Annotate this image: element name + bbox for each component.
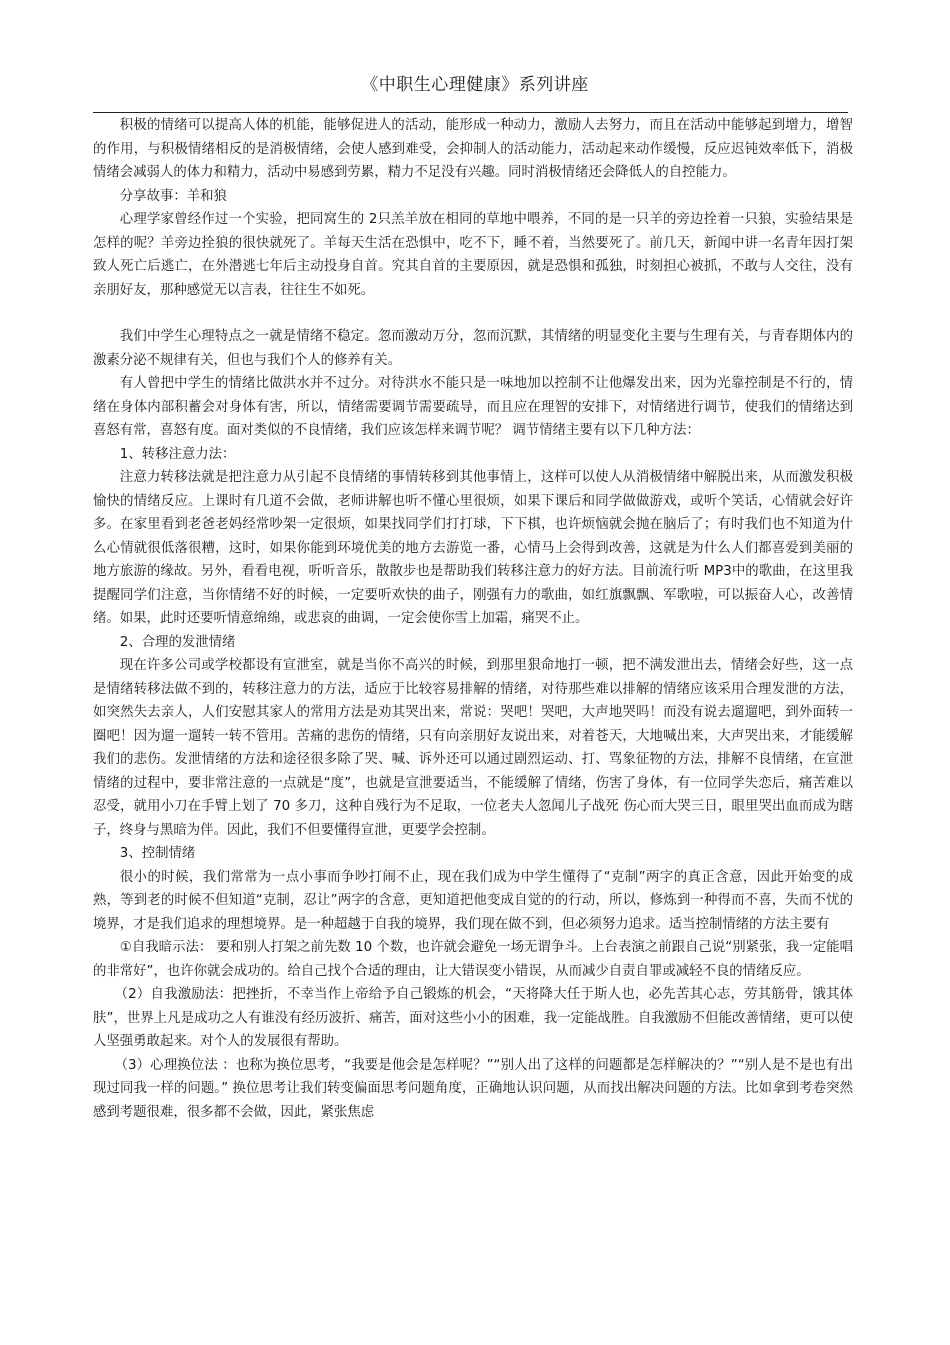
paragraph-attention-shift: 注意力转移法就是把注意力从引起不良情绪的事情转移到其他事情上，这样可以使人从消极情绪中解脱出来，从而激发积极愉快的情绪反应。上课时有几道不会做，老师讲解也听不懂心里很烦，如果下课后和同学做做游戏，或听个笑话，心情就会好许多。在家里看到老爸老妈经常吵架一定很烦，如果找同学们打打球，下下棋，也许烦恼就会抛在脑后了；有时我们也不知道为什么心情就很低落很糟，这时，如果你能到环境优美的地方去游览一番，心情马上会得到改善，这就是为什么人们都喜爱到美丽的地方旅游的缘故。另外，看看电视，听听音乐，散散步也是帮助我们转移注意力的好方法。目前流行听 MP3中的歌曲，在这里我提醒同学们注意，当你情绪不好的时候，一定要听欢快的曲子，刚强有力的歌曲，如红旗飘飘、军歌啦，可以振奋人心，改善情绪。如果，此时还要听情意绵绵，或悲哀的曲调，一定会使你雪上加霜，痛哭不止。 <box>93 470 853 626</box>
paragraph-venting: 现在许多公司或学校都设有宣泄室，就是当你不高兴的时候，到那里狠命地打一顿，把不满发泄出去，情绪会好些，这一点是情绪转移法做不到的，转移注意力的方法，适应于比较容易排解的情绪，对待那些难以排解的情绪应该采用合理发泄的方法，如突然失去亲人，人们安慰其家人的常用方法是劝其哭出来，常说：哭吧！哭吧，大声地哭吗！而没有说去遛遛吧，到外面转一圈吧！因为遛一遛转一转不管用。苦痛的悲伤的情绪，只有向亲朋好友说出来，对着苍天，大地喊出来，大声哭出来，才能缓解我们的悲伤。发泄情绪的方法和途径很多除了哭、喊、诉外还可以通过剧烈运动、打、骂象征物的方法，排解不良情绪，在宣泄情绪的过程中，要非常注意的一点就是“度”，也就是宣泄要适当，不能缓解了情绪，伤害了身体，有一位同学失恋后，痛苦难以忍受，就用小刀在手臂上划了 70 多刀，这种自残行为不足取，一位老夫人忽闻儿子战死 伤心而大哭三日，眼里哭出血而成为瞎子，终身与黑暗为伴。因此，我们不但要懂得宣泄，更要学会控制。 <box>93 658 853 838</box>
paragraph-emotional-instability: 我们中学生心理特点之一就是情绪不稳定。忽而激动万分，忽而沉默，其情绪的明显变化主要与生理有关，与青春期体内的激素分泌不规律有关，但也与我们个人的修养有关。 <box>93 329 853 368</box>
section-heading-control: 3、控制情绪 <box>119 846 196 861</box>
paragraph-flood-analogy: 有人曾把中学生的情绪比做洪水并不过分。对待洪水不能只是一味地加以控制不让他爆发出来，因为光靠控制是不行的，情绪在身体内部积蓄会对身体有害，所以，情绪需要调节需要疏导，而且应在理智的安排下，对情绪进行调节，使我们的情绪达到喜怒有常，喜怒有度。面对类似的不良情绪，我们应该怎样来调节呢？ 调节情绪主要有以下几种方法： <box>93 376 853 438</box>
document-body <box>93 114 853 1124</box>
paragraph-self-motivation: （2）自我激励法：把挫折，不幸当作上帝给予自己锻炼的机会，“天将降大任于斯人也，必先苦其心志，劳其筋骨，饿其体肤”，世界上凡是成功之人有谁没有经历波折、痛苦，面对这些小小的困难，我一定能战胜。自我激励不但能改善情绪，更可以使人坚强勇敢起来。对个人的发展很有帮助。 <box>93 987 853 1049</box>
paragraph-self-suggestion: ①自我暗示法： 要和别人打架之前先数 10 个数，也许就会避免一场无谓争斗。上台表演之前跟自己说“别紧张，我一定能唱的非常好”，也许你就会成功的。给自己找个合适的理由，让大错误变小错误，从而减少自责自罪或减轻不良的情绪反应。 <box>93 940 853 979</box>
page-header-title: 《中职生心理健康》系列讲座 <box>361 75 589 95</box>
section-heading-venting: 2、合理的发泄情绪 <box>119 634 236 650</box>
paragraph-control: 很小的时候，我们常常为一点小事而争吵打闹不止，现在我们成为中学生懂得了“克制”两字的真正含意，因此开始变的成熟，等到老的时候不但知道“克制，忍让”两字的含意，更知道把他变成自觉的的行动，所以，修炼到一种得而不喜，失而不忧的境界，才是我们追求的理想境界。是一种超越于自我的境界，我们现在做不到，但必须努力追求。适当控制情绪的方法主要有 <box>93 869 853 932</box>
paragraph-sheep-wolf-story: 心理学家曾经作过一个实验，把同窝生的 2只羔羊放在相同的草地中喂养，不同的是一只羊的旁边拴着一只狼，实验结果是怎样的呢？羊旁边拴狼的很快就死了。羊每天生活在恐惧中，吃不下，睡不着，当然要死了。前几天，新闻中讲一名青年因打架致人死亡后逃亡，在外潜逃七年后主动投身自首。究其自首的主要原因，就是恐惧和孤独，时刻担心被抓，不敢与人交往，没有亲朋好友，那种感觉无以言表，往往生不如死。 <box>93 212 853 298</box>
paragraph-positive-emotions: 积极的情绪可以提高人体的机能，能够促进人的活动，能形成一种动力，激励人去努力，而且在活动中能够起到增力，增智的作用，与积极情绪相反的是消极情绪，会使人感到难受，会抑制人的活动能力，活动起来动作缓慢，反应迟钝效率低下，消极情绪会减弱人的体力和精力，活动中易感到劳累，精力不足没有兴趣。同时消极情绪还会降低人的自控能力。 <box>93 118 853 180</box>
paragraph-gap <box>93 302 853 325</box>
paragraph-perspective-taking: （3）心理换位法 ：也称为换位思考，“我要是他会是怎样呢？”“别人出了这样的问题都是怎样解决的？”“别人是不是也有出现过同我一样的问题。” 换位思考让我们转变偏面思考问题角度，正确地认识问题，从而找出解决问题的方法。比如拿到考卷突然感到考题很难，很多都不会做，因此，紧张焦虑 <box>93 1057 853 1120</box>
header-divider <box>93 112 848 113</box>
section-heading-attention-shift: 1、转移注意力法： <box>119 446 236 462</box>
paragraph-story-heading: 分享故事：羊和狼 <box>119 188 227 204</box>
